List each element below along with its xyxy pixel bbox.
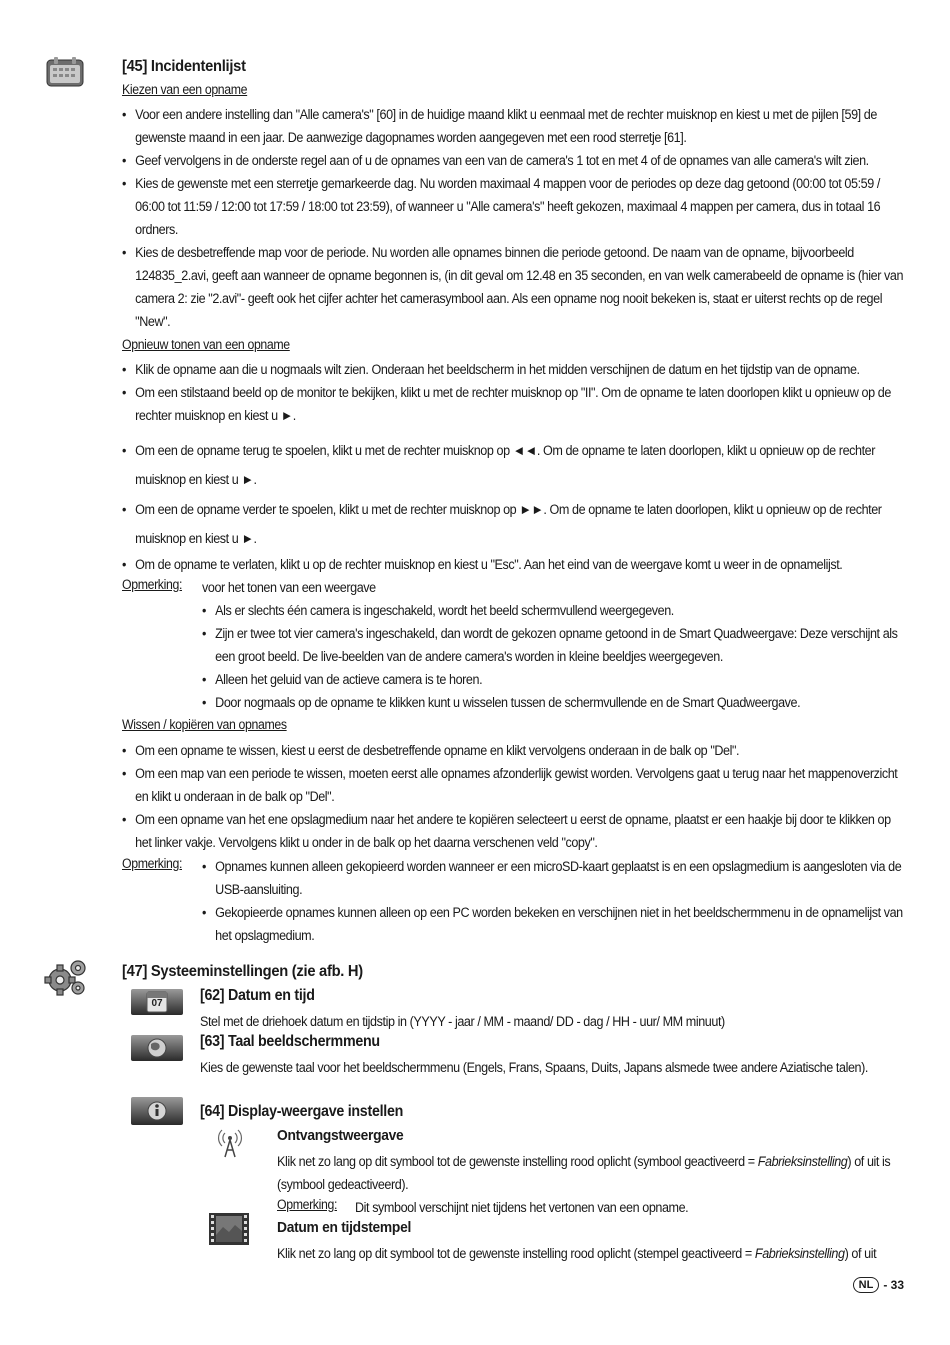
antenna-icon	[215, 1128, 245, 1163]
fast-forward-item: • Om een de opname verder te spoelen, klikt u met de rechter muisknop op ►►. Om de opname te laten doorlopen, klikt u opnieuw op de rechter muisknop en kiest u ►.	[122, 502, 882, 546]
list-item: • Gekopieerde opnames kunnen alleen op een PC worden bekeken en verschijnen niet in het beeldschermmenu in de opnamelijst van het opslagmedium.	[202, 905, 903, 943]
select-recording-list	[122, 103, 904, 333]
page-footer	[853, 1277, 904, 1293]
subheading-select-recording: Kiezen van een opname	[122, 82, 248, 97]
list-item: • Om een opname van het ene opslagmedium naar het andere te kopiëren selecteert u eerst de opname, plaatst er een haakje bij door te klikken op het linker vakje. Vervolgens klikt u onder in de balk op het daarna verschenen veld "copy".	[122, 812, 891, 850]
language-badge: NL	[853, 1277, 880, 1293]
item-62-title: [62] Datum en tijd	[200, 987, 315, 1004]
remark-intro: voor het tonen van een weergave	[202, 580, 376, 595]
globe-icon	[131, 1035, 183, 1066]
calendar-icon	[46, 57, 84, 92]
item-63-title: [63] Taal beeldschermmenu	[200, 1033, 380, 1050]
timestamp-icon	[209, 1213, 249, 1250]
timestamp-title: Datum en tijdstempel	[277, 1219, 412, 1236]
list-item: • Opnames kunnen alleen gekopieerd worden wanneer er een microSD-kaart geplaatst is en een opslagmedium is aangesloten via de USB-aansluiting.	[202, 859, 902, 897]
section-47-title: [47] Systeeminstellingen (zie afb. H)	[122, 963, 363, 980]
subheading-replay: Opnieuw tonen van een opname	[122, 337, 290, 352]
item-63-text: Kies de gewenste taal voor het beeldschermmenu (Engels, Frans, Spaans, Duits, Japans alsmede twee andere Aziatische talen).	[200, 1060, 868, 1075]
gears-icon	[42, 956, 90, 1005]
timestamp-text: Klik net zo lang op dit symbool tot de gewenste instelling rood oplicht (stempel geactiveerd = Fabrieksinstelling) of uit	[277, 1246, 877, 1261]
list-item: • Geef vervolgens in de onderste regel aan of u de opnames van een van de camera's 1 tot en met 4 of de opnames van alle camera's wilt zien.	[122, 153, 869, 168]
list-item: • Om een opname te wissen, kiest u eerst de desbetreffende opname en klikt vervolgens onderaan in de balk op "Del".	[122, 743, 740, 758]
item-64-title: [64] Display-weergave instellen	[200, 1103, 404, 1120]
section-45-title: [45] Incidentenlijst	[122, 58, 246, 75]
list-item: • Kies de gewenste met een sterretje gemarkeerde dag. Nu worden maximaal 4 mappen voor de periodes op deze dag getoond (00:00 tot 05:59 / 06:00 tot 11:59 / 12:00 tot 17:59 / 18:00 tot 23:59), of wanneer u "Alle camera's" heeft gekozen, maximaal 4 mappen per camera, dus in totaal 16 ordners.	[122, 176, 881, 237]
list-item: • Voor een andere instelling dan "Alle camera's" [60] in de huidige maand klikt u eenmaal met de rechter muisknop en kiest u met de pijlen [59] de gewenste maand in een jaar. De aanwezige dagopnames worden aangegeven met een rood sterretje [61].	[122, 107, 877, 145]
remark-label: Opmerking:	[277, 1197, 338, 1212]
list-item: • Om een stilstaand beeld op de monitor te bekijken, klikt u met de rechter muisknop op "II". Om de opname te laten doorlopen klikt u opnieuw op de rechter muisknop en kiest u ►.	[122, 385, 891, 423]
info-icon	[131, 1097, 183, 1130]
list-item: • Zijn er twee tot vier camera's ingeschakeld, dan wordt de gekozen opname getoond in de Smart Quadweergave: Deze verschijnt als een groot beeld. De live-beelden van de andere camera's worden in kleine beeldjes weergegeven.	[202, 626, 898, 664]
rewind-item: • Om een de opname terug te spoelen, klikt u met de rechter muisknop op ◄◄. Om de opname te laten doorlopen, klikt u opnieuw op de rechter muisknop en kiest u ►.	[122, 443, 876, 487]
reception-display-title: Ontvangstweergave	[277, 1127, 404, 1144]
remark-playback-list	[202, 599, 916, 714]
remark-reception-text: Dit symbool verschijnt niet tijdens het vertonen van een opname.	[355, 1200, 689, 1215]
list-item: • Kies de desbetreffende map voor de periode. Nu worden alle opnames binnen die periode getoond. De naam van de opname, bijvoorbeeld 124835_2.avi, geeft aan wanneer de opname begonnen is, (in dit geval om 12.48 en 35 seconden, en van welk camerabeeld de opname is (hier van camera 2: zie "2.avi"- geeft ook het cijfer achter het camerasymbool aan. Als een opname nog nooit bekeken is, staat er uiterst rechts op de regel "New".	[122, 245, 904, 329]
replay-list	[122, 358, 904, 427]
calendar-date-number: 07	[151, 998, 163, 1009]
remark-copy-list	[202, 855, 916, 947]
list-item: • Alleen het geluid van de actieve camera is te horen.	[202, 672, 483, 687]
exit-item: • Om de opname te verlaten, klikt u op de rechter muisknop en kiest u "Esc". Aan het eind van de weergave komt u weer in de opnamelijst.	[122, 557, 843, 572]
delete-copy-list	[122, 739, 904, 854]
page-number: - 33	[883, 1278, 904, 1292]
list-item: • Door nogmaals op de opname te klikken kunt u wisselen tussen de schermvullende en de Smart Quadweergave.	[202, 695, 801, 710]
remark-label: Opmerking:	[122, 577, 183, 592]
list-item: • Als er slechts één camera is ingeschakeld, wordt het beeld schermvullend weergegeven.	[202, 603, 674, 618]
subheading-delete-copy: Wissen / kopiëren van opnames	[122, 717, 287, 732]
list-item: • Om een map van een periode te wissen, moeten eerst alle opnames afzonderlijk gewist worden. Vervolgens gaat u terug naar het mappenoverzicht en klikt u onderaan in de balk op "Del".	[122, 766, 898, 804]
reception-display-text: Klik net zo lang op dit symbool tot de gewenste instelling rood oplicht (symbool geactiveerd = Fabrieksinstelling) of uit is (symbool gedeactiveerd).	[277, 1154, 891, 1192]
item-62-text: Stel met de driehoek datum en tijdstip in (YYYY - jaar / MM - maand/ DD - dag / HH - uur/ MM minuut)	[200, 1014, 725, 1029]
list-item: • Klik de opname aan die u nogmaals wilt zien. Onderaan het beeldscherm in het midden verschijnen de datum en het tijdstip van de opname.	[122, 362, 860, 377]
calendar-date-icon	[131, 989, 183, 1020]
remark-label: Opmerking:	[122, 856, 183, 871]
